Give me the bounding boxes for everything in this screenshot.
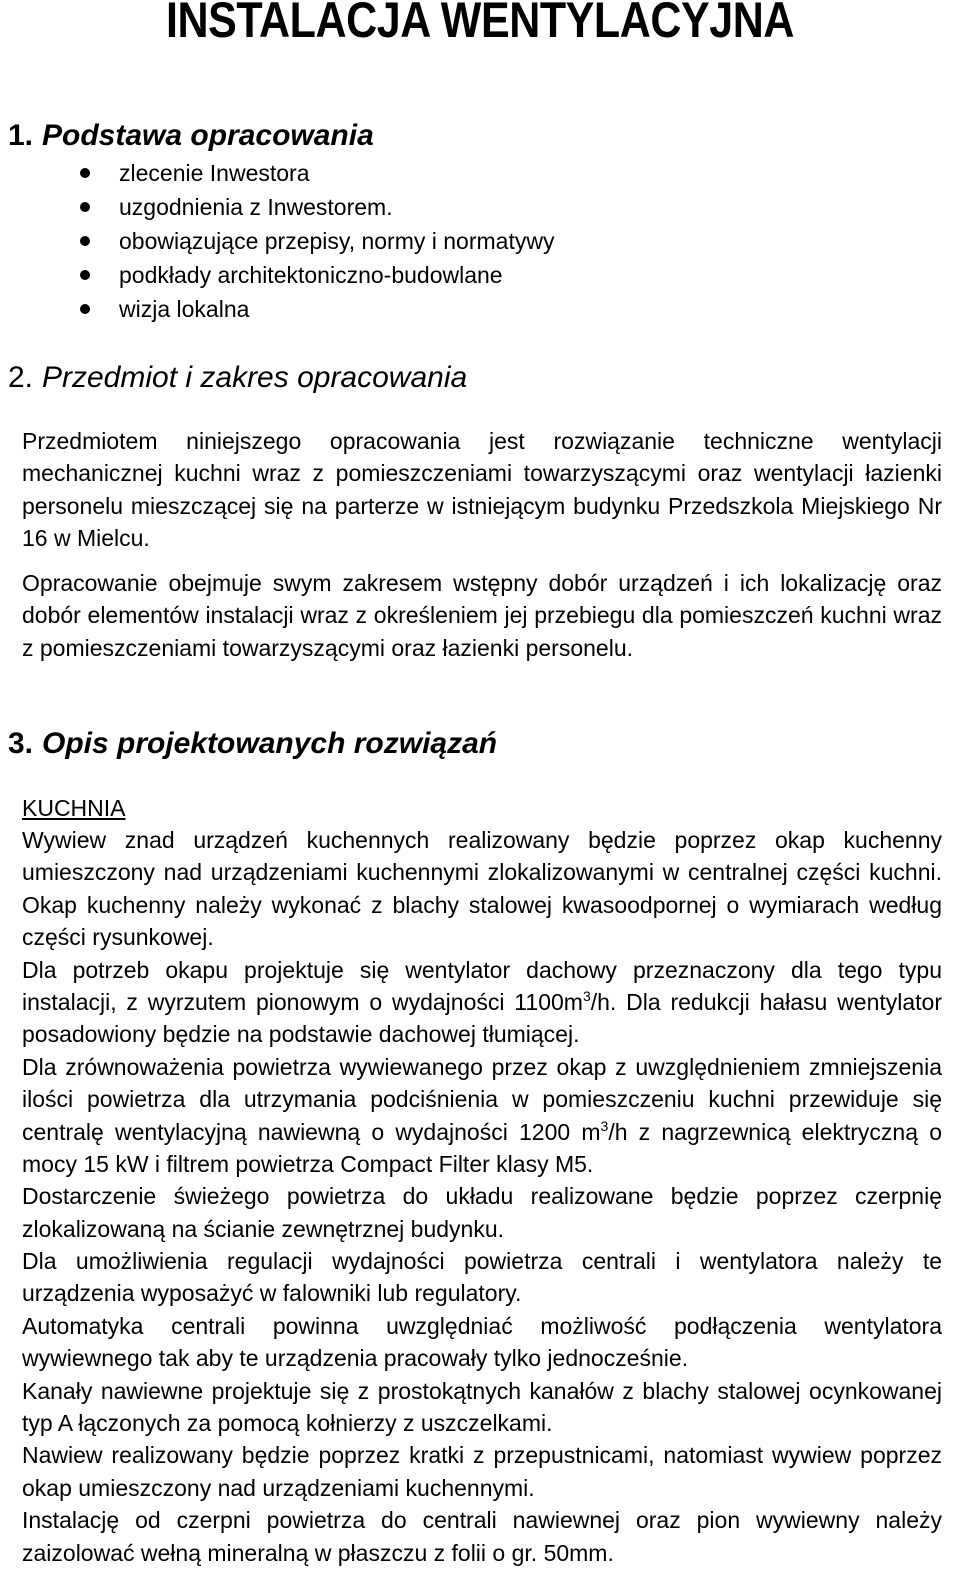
text-line: okap umieszczony nad urządzeniami kuchennymi. [22,1474,535,1501]
text-line: Wywiew znad urządzeń kuchennych realizowany będzie poprzez okap kuchenny [22,827,942,853]
section-heading-1 [8,118,374,154]
list-item-text: wizja lokalna [119,296,250,322]
section-title: Podstawa opracowania [42,119,374,152]
text-line: umieszczony nad urządzeniami kuchennymi zlokalizowanymi w centralnej części kuchni. [22,859,942,886]
list-item [80,156,554,190]
text-line: Nawiew realizowany będzie poprzez kratki z przepustnicami, natomiast wywiew poprzez [22,1442,942,1469]
text-line: Automatyka centrali powinna uwzględniać możliwość podłączenia wentylatora [22,1312,942,1339]
subsection-heading-kitchen: KUCHNIA [22,795,126,821]
list-item-text: obowiązujące przepisy, normy i normatywy [119,228,555,254]
bullet-icon [80,270,90,280]
basis-list [80,156,554,326]
text-line: Dla umożliwienia regulacji wydajności powietrza centrali i wentylatora należy te [22,1248,942,1275]
list-item [80,292,554,326]
text-line: Dla zrównoważenia powietrza wywiewanego przez okap z uwzględnieniem zmniejszenia [22,1053,942,1080]
text-line: posadowiony będzie na podstawie dachowej tłumiącej. [22,1021,580,1048]
text-line: ilości powietrza dla utrzymania podciśnienia w pomieszczeniu kuchni przewiduje się [22,1086,942,1113]
text-line: wywiewnego tak aby te urządzenia pracowały tylko jednocześnie. [22,1345,689,1372]
text-line: Okap kuchenny należy wykonać z blachy stalowej kwasoodpornej o wymiarach według [22,891,942,918]
document-title: INSTALACJA WENTYLACYJNA [166,0,794,48]
text-line [22,1116,942,1148]
list-item [80,190,554,224]
section-heading-2 [8,360,467,396]
text-fragment: centralę wentylacyjną nawiewną o wydajności 1200 m [22,1118,601,1145]
extent-paragraph: Opracowanie obejmuje swym zakresem wstępny dobór urządzeń i ich lokalizację oraz dobór elementów instalacji wraz z określeniem jej przebiegu dla pomieszczeń kuchni wraz z pomieszczeniami towarzyszącymi oraz łazienki personelu. [22,570,942,661]
text-line: zlokalizowaną na ścianie zewnętrznej budynku. [22,1215,505,1242]
bullet-icon [80,304,90,314]
text-fragment: /h z nagrzewnicą elektryczną o [608,1118,942,1145]
kitchen-description [22,824,942,1569]
text-line: urządzenia wyposażyć w falowniki lub regulatory. [22,1280,522,1307]
text-line: Kanały nawiewne projektuje się z prostokątnych kanałów z blachy stalowej ocynkowanej [22,1377,942,1404]
list-item-text: uzgodnienia z Inwestorem. [119,194,393,220]
section-title: Opis projektowanych rozwiązań [42,727,498,760]
section-title: Przedmiot i zakres opracowania [42,361,468,394]
bullet-icon [80,168,90,178]
section-number: 2. [8,361,34,394]
text-fragment: /h. Dla redukcji hałasu wentylator [590,988,942,1015]
list-item-text: zlecenie Inwestora [119,160,310,186]
text-line: części rysunkowej. [22,924,214,951]
text-line: Dla potrzeb okapu projektuje się wentylator dachowy przeznaczony dla tego typu [22,956,942,983]
bullet-icon [80,202,90,212]
text-line: mocy 15 kW i filtrem powietrza Compact Filter klasy M5. [22,1150,594,1177]
superscript: 3 [600,1117,609,1134]
section-number: 3. [8,727,34,760]
text-fragment: instalacji, z wyrzutem pionowym o wydajności 1100m [22,988,583,1015]
section-number: 1. [8,119,34,152]
text-line [22,986,942,1018]
text-line: Dostarczenie świeżego powietrza do układu realizowane będzie poprzez czerpnię [22,1183,942,1210]
scope-paragraph: Przedmiotem niniejszego opracowania jest rozwiązanie techniczne wentylacji mechanicznej kuchni wraz z pomieszczeniami towarzyszącymi oraz wentylacji łazienki personelu mieszczącej się na parterze w istniejącym budynku Przedszkola Miejskiego Nr 16 w Mielcu. [22,428,942,552]
text-line: typ A łączonych za pomocą kołnierzy z uszczelkami. [22,1410,553,1437]
list-item-text: podkłady architektoniczno-budowlane [119,262,503,288]
section-heading-3 [8,726,497,762]
list-item [80,258,554,292]
text-line: zaizolować wełną mineralną w płaszczu z folii o gr. 50mm. [22,1539,614,1566]
text-line: Instalację od czerpni powietrza do centrali nawiewnej oraz pion wywiewny należy [22,1507,942,1534]
superscript: 3 [582,987,591,1004]
bullet-icon [80,236,90,246]
list-item [80,224,554,258]
